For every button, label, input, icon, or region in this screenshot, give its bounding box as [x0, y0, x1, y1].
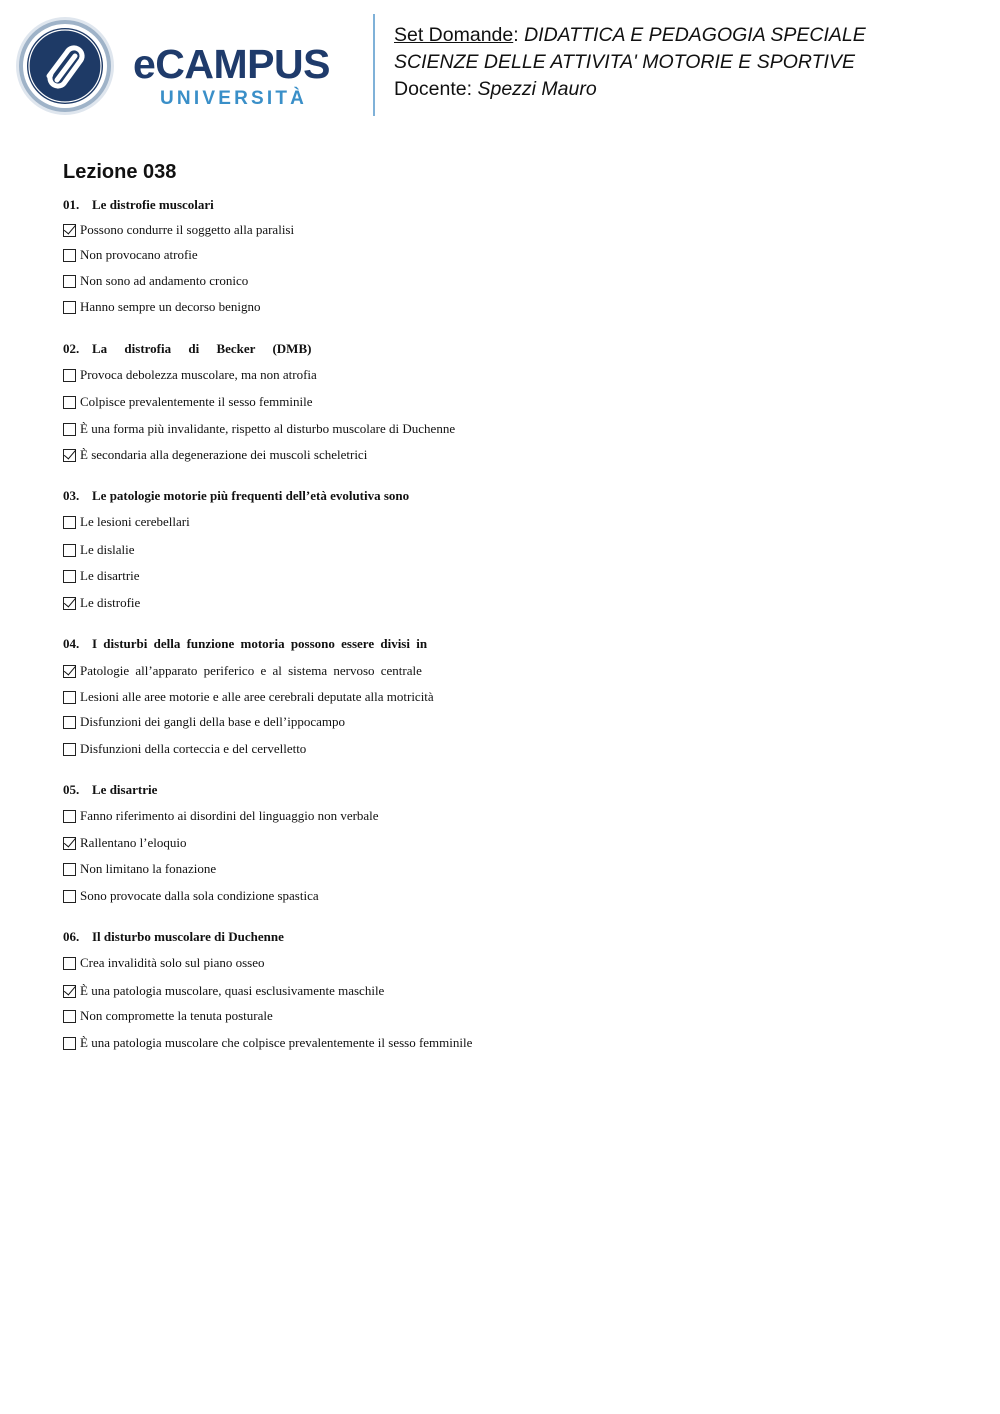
answer-checkbox[interactable]	[63, 570, 76, 583]
question-title	[63, 341, 943, 357]
answer-checkbox[interactable]	[63, 890, 76, 903]
answer-option[interactable]	[63, 834, 187, 852]
answer-option[interactable]	[63, 446, 367, 464]
answer-option[interactable]	[63, 221, 294, 239]
answer-checkbox[interactable]	[63, 301, 76, 314]
answer-checkbox[interactable]	[63, 249, 76, 262]
page-header	[0, 0, 1000, 130]
answer-option[interactable]	[63, 688, 434, 706]
course-line	[394, 49, 866, 76]
question-number: 06.	[63, 929, 80, 944]
question-title	[63, 636, 943, 652]
question-number: 04.	[63, 636, 80, 651]
ecampus-seal-logo	[15, 16, 115, 116]
answer-option[interactable]	[63, 366, 317, 384]
question-text: Le disartrie	[92, 782, 158, 797]
answer-text: Lesioni alle aree motorie e alle aree cerebrali deputate alla motricità	[80, 689, 434, 704]
header-info	[394, 22, 866, 103]
question-block	[63, 636, 943, 756]
answer-text: Hanno sempre un decorso benigno	[80, 299, 261, 314]
answer-text: Colpisce prevalentemente il sesso femminile	[80, 394, 313, 409]
answer-option[interactable]	[63, 954, 265, 972]
question-number: 02.	[63, 341, 80, 356]
answer-text: Disfunzioni della corteccia e del cervelletto	[80, 741, 307, 756]
header-divider	[373, 14, 375, 116]
question-number: 03.	[63, 488, 80, 503]
answer-checkbox[interactable]	[63, 369, 76, 382]
answer-option[interactable]	[63, 1034, 472, 1052]
answer-option[interactable]	[63, 1007, 273, 1025]
question-text: Il disturbo muscolare di Duchenne	[92, 929, 284, 944]
question-text: I disturbi della funzione motoria possono essere divisi in	[92, 636, 428, 651]
teacher-line	[394, 76, 866, 103]
answer-text: Disfunzioni dei gangli della base e dell’ippocampo	[80, 714, 345, 729]
answer-text: Le distrofie	[80, 595, 141, 610]
answer-checkbox[interactable]	[63, 597, 76, 610]
answer-text: Non compromette la tenuta posturale	[80, 1008, 273, 1023]
answer-option[interactable]	[63, 662, 422, 680]
set-line	[394, 22, 866, 49]
answer-text: È una patologia muscolare, quasi esclusivamente maschile	[80, 983, 385, 998]
answer-checkbox[interactable]	[63, 743, 76, 756]
answer-checkbox[interactable]	[63, 396, 76, 409]
set-colon: :	[513, 24, 525, 46]
answer-checkbox[interactable]	[63, 863, 76, 876]
answer-option[interactable]	[63, 541, 135, 559]
answer-checkbox[interactable]	[63, 665, 76, 678]
set-label: Set Domande	[394, 24, 514, 46]
answer-option[interactable]	[63, 982, 384, 1000]
answer-checkbox[interactable]	[63, 544, 76, 557]
question-block	[63, 197, 943, 314]
answer-checkbox[interactable]	[63, 716, 76, 729]
question-title	[63, 782, 943, 798]
answer-text: Non sono ad andamento cronico	[80, 273, 249, 288]
question-title	[63, 929, 943, 945]
question-block	[63, 341, 943, 462]
answer-option[interactable]	[63, 860, 216, 878]
answer-text: Possono condurre il soggetto alla paralisi	[80, 222, 295, 237]
answer-checkbox[interactable]	[63, 957, 76, 970]
answer-option[interactable]	[63, 246, 198, 264]
answer-option[interactable]	[63, 887, 319, 905]
answer-checkbox[interactable]	[63, 1037, 76, 1050]
question-block	[63, 929, 943, 1050]
answer-option[interactable]	[63, 594, 140, 612]
answer-text: Crea invalidità solo sul piano osseo	[80, 955, 265, 970]
answer-option[interactable]	[63, 513, 190, 531]
brand-name: eCAMPUS	[133, 41, 330, 87]
answer-text: Non provocano atrofie	[80, 247, 198, 262]
answer-text: Le dislalie	[80, 542, 135, 557]
question-title	[63, 197, 943, 213]
answer-text: È una forma più invalidante, rispetto al disturbo muscolare di Duchenne	[80, 421, 456, 436]
answer-checkbox[interactable]	[63, 423, 76, 436]
answer-option[interactable]	[63, 420, 455, 438]
answer-text: Sono provocate dalla sola condizione spastica	[80, 888, 319, 903]
lesson-title: Lezione 038	[63, 161, 177, 183]
answer-option[interactable]	[63, 272, 248, 290]
answer-checkbox[interactable]	[63, 837, 76, 850]
answer-checkbox[interactable]	[63, 275, 76, 288]
question-number: 01.	[63, 197, 80, 212]
answer-option[interactable]	[63, 740, 306, 758]
answer-option[interactable]	[63, 807, 379, 825]
answer-text: Le disartrie	[80, 568, 140, 583]
answer-checkbox[interactable]	[63, 449, 76, 462]
answer-text: Provoca debolezza muscolare, ma non atrofia	[80, 367, 317, 382]
course-line1: DIDATTICA E PEDAGOGIA SPECIALE	[524, 24, 866, 46]
teacher-label: Docente:	[394, 78, 478, 100]
answer-text: Non limitano la fonazione	[80, 861, 217, 876]
answer-text: È secondaria alla degenerazione dei muscoli scheletrici	[80, 447, 368, 462]
question-number: 05.	[63, 782, 80, 797]
question-block	[63, 488, 943, 610]
answer-option[interactable]	[63, 298, 261, 316]
question-block	[63, 782, 943, 903]
course-line2: SCIENZE DELLE ATTIVITA' MOTORIE E SPORTIVE	[394, 51, 855, 73]
question-text: Le patologie motorie più frequenti dell’età evolutiva sono	[92, 488, 410, 503]
answer-text: Patologie all’apparato periferico e al sistema nervoso centrale	[80, 663, 422, 678]
answer-option[interactable]	[63, 393, 313, 411]
answer-option[interactable]	[63, 713, 345, 731]
teacher-name: Spezzi Mauro	[477, 78, 597, 100]
answer-checkbox[interactable]	[63, 1010, 76, 1023]
question-title	[63, 488, 943, 504]
answer-text: Le lesioni cerebellari	[80, 514, 190, 529]
answer-checkbox[interactable]	[63, 691, 76, 704]
answer-checkbox[interactable]	[63, 810, 76, 823]
brand-subtitle: UNIVERSITÀ	[160, 88, 308, 109]
answer-text: Rallentano l’eloquio	[80, 835, 187, 850]
ecampus-wordmark	[133, 40, 358, 115]
answer-checkbox[interactable]	[63, 985, 76, 998]
question-text: Le distrofie muscolari	[92, 197, 214, 212]
answer-text: Fanno riferimento ai disordini del linguaggio non verbale	[80, 808, 379, 823]
question-text: La distrofia di Becker (DMB)	[92, 341, 312, 356]
answer-checkbox[interactable]	[63, 224, 76, 237]
answer-checkbox[interactable]	[63, 516, 76, 529]
answer-option[interactable]	[63, 567, 140, 585]
answer-text: È una patologia muscolare che colpisce prevalentemente il sesso femminile	[80, 1035, 473, 1050]
